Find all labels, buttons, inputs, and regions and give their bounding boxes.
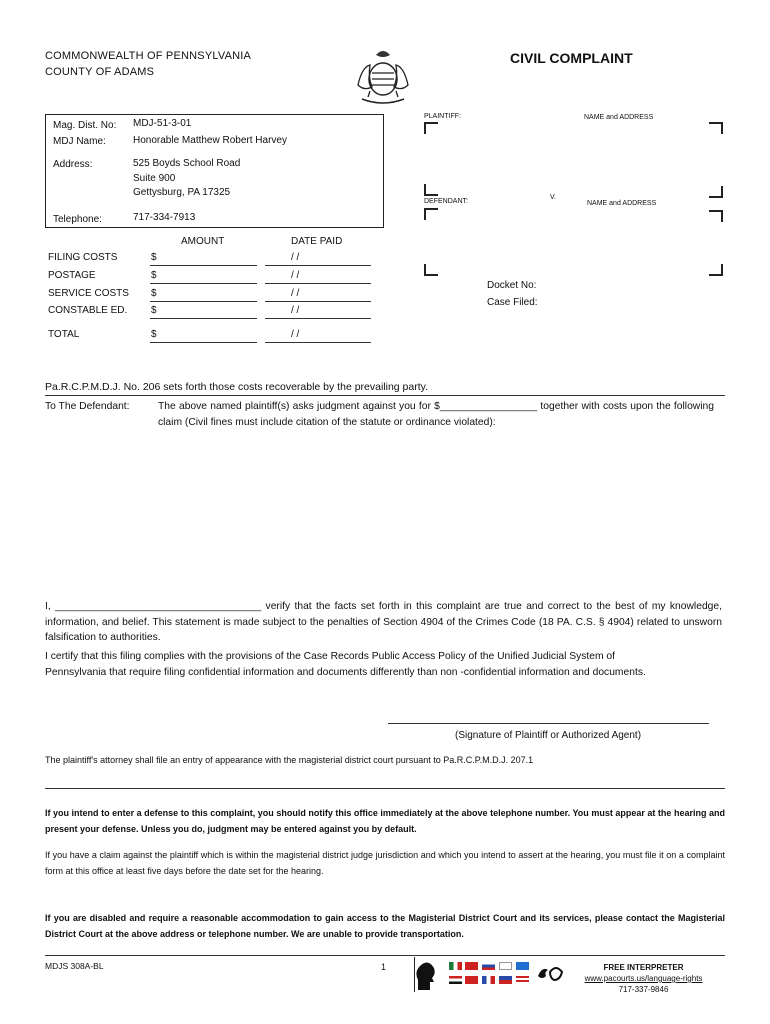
flag-icon bbox=[449, 976, 462, 984]
plaintiff-bracket-bl bbox=[424, 184, 438, 196]
defense-notice: If you intend to enter a defense to this complaint, you should notify this office immediately at the above telephone number. You must appear at the hearing and present your defense. Unless you do, judgment may be entered against you by default. bbox=[45, 808, 725, 834]
address-line-1: 525 Boyds School Road bbox=[133, 158, 241, 169]
divider bbox=[45, 395, 725, 396]
to-defendant-label: To The Defendant: bbox=[45, 401, 130, 412]
total-amount-field[interactable] bbox=[150, 342, 257, 343]
interpreter-phone: 717-337-9846 bbox=[618, 985, 669, 994]
signature-line[interactable] bbox=[388, 723, 709, 724]
county-line: COUNTY OF ADAMS bbox=[45, 66, 155, 78]
defendant-bracket-tl bbox=[424, 208, 438, 220]
amount-field[interactable] bbox=[150, 283, 257, 284]
address-line-2: Suite 900 bbox=[133, 173, 176, 184]
plaintiff-bracket-tl bbox=[424, 122, 438, 134]
versus-label: V. bbox=[550, 194, 556, 201]
defendant-bracket-br bbox=[709, 264, 723, 276]
date-field[interactable] bbox=[265, 265, 371, 266]
amount-field[interactable] bbox=[150, 265, 257, 266]
flag-icon bbox=[465, 962, 478, 970]
claim-against-notice: If you have a claim against the plaintiff which is within the magisterial district judge jurisdiction and which you intend to assert at the hearing, you must file it on a complaint form at this office at least five days before the date set for the hearing. bbox=[45, 850, 725, 876]
date-separator: / / bbox=[291, 252, 300, 263]
court-header bbox=[45, 48, 251, 80]
docket-label: Docket No: bbox=[487, 280, 537, 291]
interpreter-link[interactable]: www.pacourts.us/language-rights bbox=[584, 974, 703, 983]
flag-icon bbox=[499, 962, 512, 970]
claim-details-area[interactable] bbox=[158, 432, 714, 587]
flag-icon bbox=[482, 962, 495, 970]
divider bbox=[45, 788, 725, 789]
amount-header: AMOUNT bbox=[181, 236, 225, 247]
mdj-name-label: MDJ Name: bbox=[53, 136, 106, 147]
defendant-name-address-label: NAME and ADDRESS bbox=[587, 200, 657, 207]
telephone-label: Telephone: bbox=[53, 214, 102, 225]
case-filed-label: Case Filed: bbox=[487, 297, 538, 308]
currency-sign: $ bbox=[151, 270, 157, 281]
claim-text: The above named plaintiff(s) asks judgment against you for $_________________ together with costs upon the following claim (Civil fines must include citation of the statute or ordinance violated): bbox=[158, 401, 714, 428]
court-info-box bbox=[45, 114, 384, 228]
mag-dist-label: Mag. Dist. No: bbox=[53, 120, 117, 131]
flag-icon bbox=[516, 962, 529, 970]
divider bbox=[45, 955, 725, 956]
flag-icon bbox=[482, 976, 495, 984]
disability-notice: If you are disabled and require a reasonable accommodation to gain access to the Magisterial District Court and its services, please contact the Magisterial District Court at the above address or telephone number. We are unable to provide transportation. bbox=[45, 913, 725, 939]
amount-field[interactable] bbox=[150, 301, 257, 302]
flag-icon bbox=[465, 976, 478, 984]
currency-sign: $ bbox=[151, 305, 157, 316]
sign-language-icon bbox=[536, 962, 564, 984]
footer-divider bbox=[414, 957, 415, 992]
page-number: 1 bbox=[381, 962, 387, 972]
date-field[interactable] bbox=[265, 283, 371, 284]
address-label: Address: bbox=[53, 159, 93, 170]
defendant-label: DEFENDANT: bbox=[424, 198, 468, 205]
date-field[interactable] bbox=[265, 301, 371, 302]
plaintiff-bracket-br bbox=[709, 186, 723, 198]
mdj-name-value: Honorable Matthew Robert Harvey bbox=[133, 135, 287, 146]
cost-row-label: POSTAGE bbox=[48, 270, 96, 281]
date-field[interactable] bbox=[265, 318, 371, 319]
plaintiff-label: PLAINTIFF: bbox=[424, 113, 461, 120]
flag-icon bbox=[516, 976, 529, 984]
address-line-3: Gettysburg, PA 17325 bbox=[133, 187, 231, 198]
cost-row-label: SERVICE COSTS bbox=[48, 288, 129, 299]
attorney-note: The plaintiff's attorney shall file an entry of appearance with the magisterial district court pursuant to Pa.R.C.P.M.D.J. 207.1 bbox=[45, 755, 534, 765]
defendant-bracket-tr bbox=[709, 210, 723, 222]
cost-row-label: CONSTABLE ED. bbox=[48, 305, 128, 316]
currency-sign: $ bbox=[151, 329, 157, 340]
currency-sign: $ bbox=[151, 288, 157, 299]
date-separator: / / bbox=[291, 270, 300, 281]
date-separator: / / bbox=[291, 329, 300, 340]
pennsylvania-seal-icon bbox=[348, 45, 418, 107]
form-title: CIVIL COMPLAINT bbox=[510, 50, 633, 66]
telephone-value: 717-334-7913 bbox=[133, 212, 196, 223]
plaintiff-bracket-tr bbox=[709, 122, 723, 134]
person-speaking-icon bbox=[416, 960, 438, 990]
date-separator: / / bbox=[291, 288, 300, 299]
cost-row-label: FILING COSTS bbox=[48, 252, 118, 263]
interpreter-block bbox=[566, 962, 721, 995]
signature-label: (Signature of Plaintiff or Authorized Agent) bbox=[455, 730, 642, 741]
flag-icon bbox=[449, 962, 462, 970]
amount-field[interactable] bbox=[150, 318, 257, 319]
mag-dist-value: MDJ-51-3-01 bbox=[133, 118, 192, 129]
verification-text: I, ____________________________________ verify that the facts set forth in this complaint are true and correct to the best of my knowledge, information, and belief. This statement is made subject to the penalties of Section 4904 of the Crimes Code (18 PA. C.S. § 4904) related to unsworn falsification to authorities. bbox=[45, 601, 722, 643]
form-code: MDJS 308A-BL bbox=[45, 961, 104, 971]
certification-text: I certify that this filing complies with the provisions of the Case Records Public Access Policy of the Unified Judicial System of Pennsylvania that require filing confidential information and documents differently than non -confidential information and documents. bbox=[45, 651, 646, 678]
interpreter-title: FREE INTERPRETER bbox=[603, 963, 684, 972]
defendant-bracket-bl bbox=[424, 264, 438, 276]
plaintiff-name-address-label: NAME and ADDRESS bbox=[584, 114, 654, 121]
date-paid-header: DATE PAID bbox=[291, 236, 343, 247]
date-separator: / / bbox=[291, 305, 300, 316]
flag-icon bbox=[499, 976, 512, 984]
total-label: TOTAL bbox=[48, 329, 80, 340]
rule-206-note: Pa.R.C.P.M.D.J. No. 206 sets forth those costs recoverable by the prevailing party. bbox=[45, 381, 429, 393]
total-date-field[interactable] bbox=[265, 342, 371, 343]
commonwealth-line: COMMONWEALTH OF PENNSYLVANIA bbox=[45, 50, 252, 62]
currency-sign: $ bbox=[151, 252, 157, 263]
